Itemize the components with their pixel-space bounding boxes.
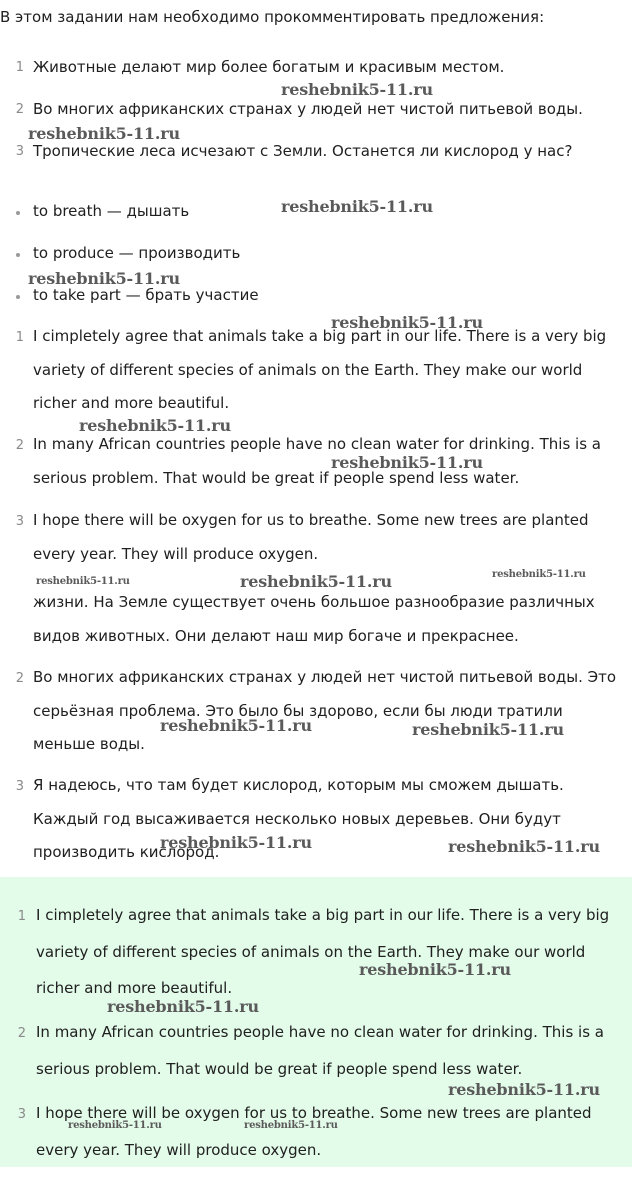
watermark: reshebnik5-11.ru xyxy=(160,833,312,852)
item-number: 3 xyxy=(17,1107,26,1122)
watermark: reshebnik5-11.ru xyxy=(331,453,483,472)
bullet-icon xyxy=(16,253,20,257)
item-text: Во многих африканских странах у людей нет чистой питьевой воды. Это серьёзная проблема. Это было бы здорово, если бы люди тратили меньше воды. xyxy=(33,668,617,753)
bullet-icon xyxy=(16,295,20,299)
item-number: 1 xyxy=(15,330,24,345)
item-number: 1 xyxy=(15,60,24,75)
watermark: reshebnik5-11.ru xyxy=(36,576,130,587)
watermark: reshebnik5-11.ru xyxy=(107,997,259,1016)
item-text: Во многих африканских странах у людей нет чистой питьевой воды. xyxy=(33,100,583,118)
vocab-text: to take part — брать участие xyxy=(33,286,259,304)
item-text: I hope there will be oxygen for us to breathe. Some new trees are planted every year. They will produce oxygen. xyxy=(33,511,589,563)
watermark: reshebnik5-11.ru xyxy=(412,720,564,739)
watermark: reshebnik5-11.ru xyxy=(79,416,231,435)
item-text: In many African countries people have no clean water for drinking. This is a serious problem. That would be great if people spend less water. xyxy=(36,1023,604,1078)
vocab-text: to breath — дышать xyxy=(33,202,190,220)
watermark: reshebnik5-11.ru xyxy=(281,80,433,99)
watermark: reshebnik5-11.ru xyxy=(240,572,392,591)
watermark: reshebnik5-11.ru xyxy=(448,837,600,856)
item-number: 3 xyxy=(15,514,24,529)
item-text: Тропические леса исчезают с Земли. Останется ли кислород у нас? xyxy=(33,142,573,160)
item-number: 3 xyxy=(15,779,24,794)
item-text: Животные делают мир более богатым и красивым местом. xyxy=(33,58,505,76)
watermark: reshebnik5-11.ru xyxy=(68,1120,162,1131)
watermark: reshebnik5-11.ru xyxy=(244,1120,338,1131)
item-text: жизни. На Земле существует очень большое разнообразие различных видов животных. Они делают наш мир богаче и прекраснее. xyxy=(33,593,595,645)
item-text: I cimpletely agree that animals take a big part in our life. There is a very big variety of different species of animals on the Earth. They make our world richer and more beautiful. xyxy=(33,327,607,412)
item-number: 3 xyxy=(15,144,24,159)
item-text: I hope there will be oxygen for us to breathe. Some new trees are planted every year. They will produce oxygen. xyxy=(36,1104,592,1159)
vocab-text: to produce — производить xyxy=(33,244,241,262)
watermark: reshebnik5-11.ru xyxy=(28,124,180,143)
watermark: reshebnik5-11.ru xyxy=(160,716,312,735)
item-text: I cimpletely agree that animals take a big part in our life. There is a very big variety of different species of animals on the Earth. They make our world richer and more beautiful. xyxy=(36,906,610,997)
watermark: reshebnik5-11.ru xyxy=(331,313,483,332)
item-text: In many African countries people have no clean water for drinking. This is a serious problem. That would be great if people spend less water. xyxy=(33,435,601,487)
watermark: reshebnik5-11.ru xyxy=(448,1080,600,1099)
watermark: reshebnik5-11.ru xyxy=(28,269,180,288)
watermark: reshebnik5-11.ru xyxy=(492,569,586,580)
item-number: 2 xyxy=(15,671,24,686)
item-number: 2 xyxy=(17,1026,26,1041)
item-number: 2 xyxy=(15,102,24,117)
item-number: 2 xyxy=(15,438,24,453)
bullet-icon xyxy=(16,211,20,215)
watermark: reshebnik5-11.ru xyxy=(281,197,433,216)
item-number: 1 xyxy=(17,909,26,924)
watermark: reshebnik5-11.ru xyxy=(359,960,511,979)
item-text: Я надеюсь, что там будет кислород, которым мы сможем дышать. Каждый год высаживается несколько новых деревьев. Они будут производить кислород. xyxy=(33,776,564,861)
intro-text: В этом задании нам необходимо прокомментировать предложения: xyxy=(0,8,545,26)
